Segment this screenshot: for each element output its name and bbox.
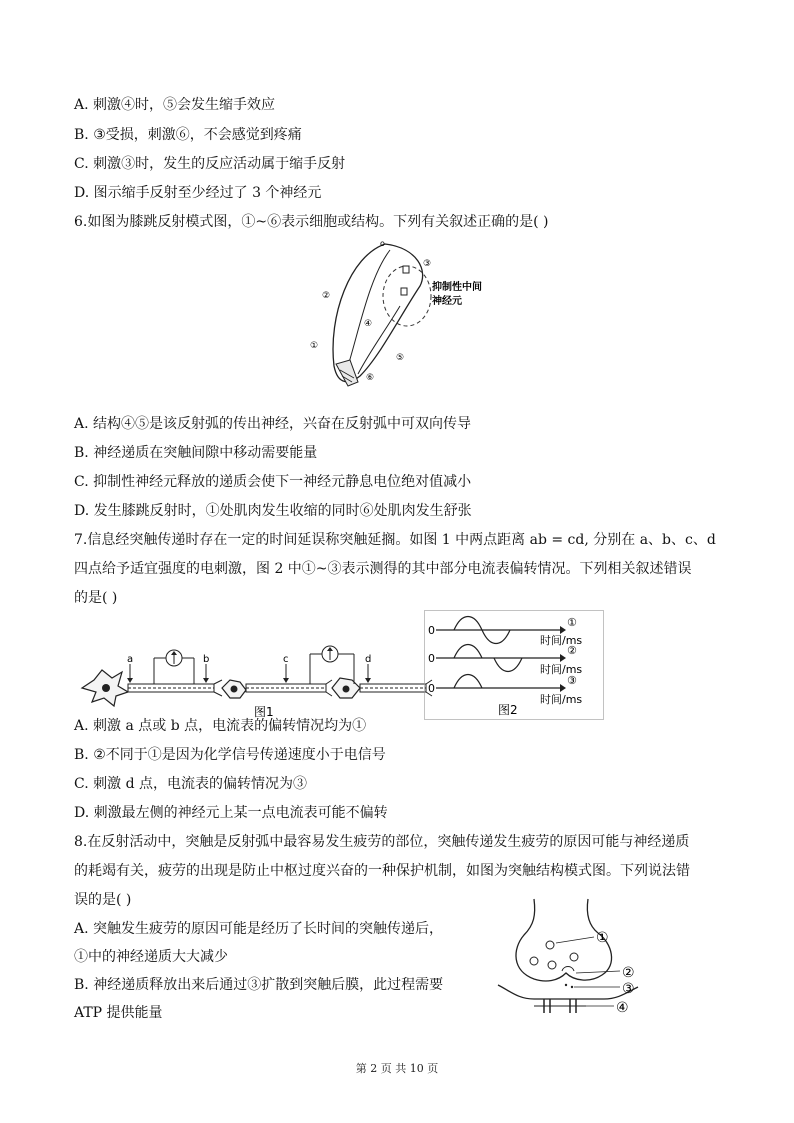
- marker-3: ③: [622, 981, 635, 997]
- marker-top: o: [380, 239, 385, 248]
- q6-option-a: A. 结构④⑤是该反射弧的传出神经，兴奋在反射弧中可双向传导: [74, 416, 472, 432]
- marker-4: ④: [364, 319, 373, 329]
- knee-jerk-reflex-diagram: [300, 236, 510, 396]
- point-c: c: [283, 654, 289, 665]
- time-label-3: 时间/ms: [540, 693, 583, 706]
- interneuron-label-2: 神经元: [432, 296, 462, 307]
- vesicle: [548, 961, 556, 969]
- interneuron-region: [383, 266, 431, 326]
- afferent-nerve: [348, 250, 390, 366]
- q7-option-d: D. 刺激最左侧的神经元上某一点电流表可能不偏转: [74, 805, 388, 821]
- q5-option-d: D. 图示缩手反射至少经过了 3 个神经元: [74, 185, 322, 201]
- q5-option-b: B. ③受损，刺激⑥，不会感觉到疼痛: [74, 127, 302, 143]
- vesicle: [530, 957, 538, 965]
- marker-3: ③: [423, 259, 432, 269]
- q8-stem-line2: 的耗竭有关，疲劳的出现是防止中枢过度兴奋的一种保护机制，如图为突触结构模式图。下列说法错: [74, 863, 690, 879]
- q5-option-c: C. 刺激③时，发生的反应活动属于缩手反射: [74, 156, 346, 172]
- vesicle: [570, 953, 578, 961]
- synapse-box-2: [401, 288, 407, 295]
- synapse-box-1: [403, 266, 409, 273]
- trace-3-marker: ③: [567, 674, 577, 687]
- point-b: b: [203, 654, 210, 665]
- page-footer: 第 2 页 共 10 页: [355, 1062, 439, 1075]
- zero-2: 0: [428, 652, 435, 665]
- q8-option-b-line2: ATP 提供能量: [74, 1005, 163, 1021]
- zero-1: 0: [428, 624, 435, 637]
- q8-stem-line1: 8.在反射活动中，突触是反射弧中最容易发生疲劳的部位，突触传递发生疲劳的原因可能与神经递质: [74, 834, 690, 850]
- q7-option-b: B. ②不同于①是因为化学信号传递速度小于电信号: [74, 747, 386, 763]
- trace-3-wave: [454, 675, 482, 689]
- q8-stem-line3: 误的是( ): [74, 892, 132, 908]
- time-label-1: 时间/ms: [540, 634, 583, 647]
- figure-2-caption: 图2: [498, 703, 518, 717]
- nucleus-middle: [231, 686, 238, 693]
- q8-option-a-line2: ①中的神经递质大大减少: [74, 949, 228, 965]
- q7-option-a: A. 刺激 a 点或 b 点，电流表的偏转情况均为①: [74, 718, 367, 734]
- q8-option-a-line1: A. 突触发生疲劳的原因可能是经历了长时间的突触传递后，: [74, 921, 444, 937]
- efferent-nerve: [358, 306, 400, 374]
- release-site: [562, 967, 574, 972]
- time-label-2: 时间/ms: [540, 663, 583, 676]
- figure-2-current-traces: [424, 610, 604, 720]
- q5-option-a: A. 刺激④时，⑤会发生缩手效应: [74, 97, 276, 113]
- marker-4: ④: [616, 1000, 629, 1016]
- point-d: d: [365, 654, 372, 665]
- muscle-shape: [336, 360, 358, 386]
- q7-option-c: C. 刺激 d 点，电流表的偏转情况为③: [74, 776, 307, 792]
- figure-1-neuron-chain: [74, 640, 434, 720]
- marker-2: ②: [622, 965, 635, 981]
- trace-1-marker: ①: [567, 616, 577, 629]
- marker-2: ②: [322, 291, 331, 301]
- q8-option-b-line1: B. 神经递质释放出来后通过③扩散到突触后膜，此过程需要: [74, 977, 444, 993]
- vesicle: [546, 941, 554, 949]
- marker-5: ⑤: [396, 353, 405, 363]
- nucleus-left: [102, 684, 110, 692]
- interneuron-label-1: 抑制性中间: [432, 282, 482, 293]
- point-a: a: [127, 654, 134, 665]
- q7-stem-line1: 7.信息经突触传递时存在一定的时间延误称突触延搁。如图 1 中两点距离 ab = cd, 分别在 a、b、c、d: [74, 532, 716, 548]
- q6-option-d: D. 发生膝跳反射时，①处肌肉发生收缩的同时⑥处肌肉发生舒张: [74, 503, 472, 519]
- marker-1: ①: [310, 341, 319, 351]
- q7-stem-line3: 的是( ): [74, 590, 118, 606]
- q6-option-b: B. 神经递质在突触间隙中移动需要能量: [74, 445, 318, 461]
- marker-6: ⑥: [366, 373, 375, 383]
- marker-1: ①: [596, 930, 609, 946]
- synapse-structure-diagram: [494, 895, 644, 1025]
- figure-1-caption: 图1: [254, 705, 274, 719]
- zero-3: 0: [428, 682, 435, 695]
- nucleus-right: [343, 686, 350, 693]
- q6-option-c: C. 抑制性神经元释放的递质会使下一神经元静息电位绝对值减小: [74, 474, 472, 490]
- q6-stem: 6.如图为膝跳反射模式图，①~⑥表示细胞或结构。下列有关叙述正确的是( ): [74, 214, 549, 230]
- trace-2-marker: ②: [567, 644, 577, 657]
- q7-stem-line2: 四点给予适宜强度的电刺激，图 2 中①~③表示测得的其中部分电流表偏转情况。下列相关叙述错误: [74, 561, 692, 577]
